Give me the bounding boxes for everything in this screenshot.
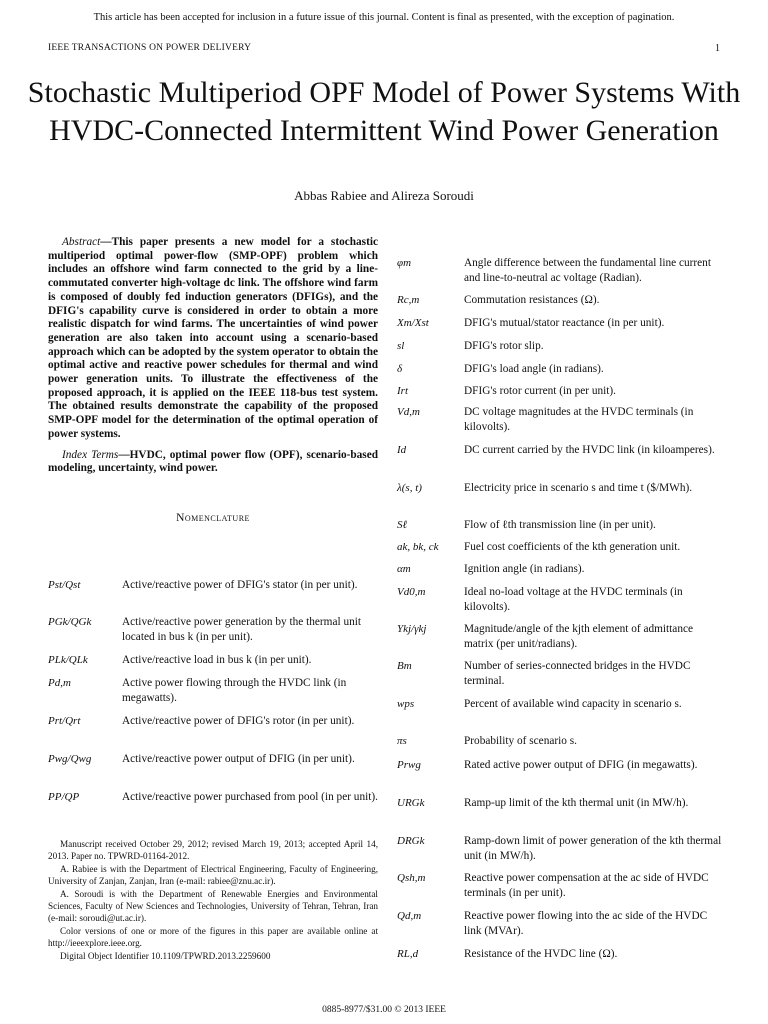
nomenclature-heading: Nomenclature bbox=[176, 512, 250, 524]
nomenclature-definition: Probability of scenario s. bbox=[464, 735, 577, 747]
page-number: 1 bbox=[715, 43, 720, 54]
nomenclature-definition: Active/reactive power generation by the thermal unit located in bus k (in per unit). bbox=[122, 616, 362, 643]
nomenclature-definition: Ideal no-load voltage at the HVDC terminals (in kilovolts). bbox=[464, 586, 683, 613]
nomenclature-symbol: RL,d bbox=[397, 948, 419, 960]
nomenclature-symbol: Vd,m bbox=[397, 406, 420, 418]
nomenclature-symbol: Pwg/Qwg bbox=[48, 753, 92, 765]
nomenclature-definition: Commutation resistances (Ω). bbox=[464, 294, 600, 306]
index-terms bbox=[48, 449, 378, 476]
nomenclature-definition: Active/reactive load in bus k (in per unit). bbox=[122, 654, 312, 666]
nomenclature-definition: Active/reactive power of DFIG's stator (in per unit). bbox=[122, 579, 358, 591]
nomenclature-definition: Reactive power compensation at the ac side of HVDC terminals (in per unit). bbox=[464, 872, 709, 899]
nomenclature-definition: Number of series-connected bridges in the HVDC terminal. bbox=[464, 660, 691, 687]
nomenclature-definition: DFIG's load angle (in radians). bbox=[464, 363, 604, 375]
nomenclature-symbol: Sℓ bbox=[397, 519, 408, 531]
footnote-author-1: A. Rabiee is with the Department of Electrical Engineering, Faculty of Engineering, University of Zanjan, Zanjan, Iran (e-mail: rabiee@znu.ac.ir). bbox=[48, 863, 378, 887]
nomenclature-definition: Rated active power output of DFIG (in megawatts). bbox=[464, 759, 698, 771]
nomenclature-symbol: λ(s, t) bbox=[397, 482, 422, 494]
nomenclature-definition: DFIG's rotor current (in per unit). bbox=[464, 385, 616, 397]
nomenclature-symbol: sl bbox=[397, 340, 405, 352]
nomenclature-definition: Electricity price in scenario s and time t ($/MWh). bbox=[464, 482, 693, 494]
abstract bbox=[48, 236, 378, 442]
nomenclature-definition: Percent of available wind capacity in scenario s. bbox=[464, 698, 682, 710]
nomenclature-symbol: Rc,m bbox=[397, 294, 420, 306]
nomenclature-symbol: πs bbox=[397, 735, 407, 747]
footnote-manuscript: Manuscript received October 29, 2012; revised March 19, 2013; accepted April 14, 2013. Paper no. TPWRD-01164-2012. bbox=[48, 839, 378, 862]
footnote-color-versions: Color versions of one or more of the figures in this paper are available online at http://ieeexplore.ieee.org. bbox=[48, 925, 378, 949]
author-list: Abbas Rabiee and Alireza Soroudi bbox=[294, 188, 474, 203]
nomenclature-symbol: Vd0,m bbox=[397, 586, 426, 598]
left-column bbox=[48, 236, 378, 476]
abstract-label: Abstract bbox=[62, 236, 101, 248]
nomenclature-definition: DFIG's mutual/stator reactance (in per unit). bbox=[464, 317, 665, 329]
nomenclature-symbol: ak, bk, ck bbox=[397, 541, 439, 553]
nomenclature-definition: Reactive power flowing into the ac side of the HVDC link (MVAr). bbox=[464, 910, 708, 937]
paper-title: Stochastic Multiperiod OPF Model of Power Systems With HVDC-Connected Intermittent Wind Power Generation bbox=[27, 76, 741, 147]
copyright-line: 0885-8977/$31.00 © 2013 IEEE bbox=[322, 1005, 446, 1015]
nomenclature-symbol: DRGk bbox=[397, 835, 425, 847]
nomenclature-definition: DC voltage magnitudes at the HVDC terminals (in kilovolts). bbox=[464, 406, 694, 433]
nomenclature-definition: DC current carried by the HVDC link (in kiloamperes). bbox=[464, 444, 715, 456]
nomenclature-symbol: Irt bbox=[397, 385, 408, 397]
nomenclature-symbol: Id bbox=[397, 444, 407, 456]
nomenclature-symbol: Qd,m bbox=[397, 910, 422, 922]
abstract-text: —This paper presents a new model for a stochastic multiperiod optimal power-flow (SMP-OPF) problem which includes an offshore wind farm connected to the grid by a line-commutated converter high-voltage dc link. The offshore wind farm is composed of doubly fed induction generators (DFIGs), and the DFIG's capability curve is considered in order to obtain a more realistic dispatch for wind farms. The uncertainties of wind power generation are also taken into account using a scenario-based approach which can be adopted by the system operator to obtain the optimal active and reactive power schedules for thermal and wind power generation units. To illustrate the effectiveness of the proposed approach, it is applied on the IEEE 118-bus test system. The obtained results demonstrate the capability of the proposed SMP-OPF model for the determination of the optimal operation of power systems. bbox=[48, 236, 378, 440]
nomenclature-symbol: PP/QP bbox=[48, 791, 80, 803]
nomenclature-symbol: URGk bbox=[397, 797, 425, 809]
nomenclature-symbol: δ bbox=[397, 363, 403, 375]
footnote-author-2: A. Soroudi is with the Department of Renewable Energies and Environmental Sciences, Faculty of New Sciences and Technologies, University of Tehran, Tehran, Iran (e-mail: soroudi@ut.ac.ir). bbox=[48, 888, 378, 924]
nomenclature-definition: Fuel cost coefficients of the kth generation unit. bbox=[464, 541, 681, 553]
index-terms-label: Index Terms bbox=[62, 448, 119, 461]
journal-name: IEEE TRANSACTIONS ON POWER DELIVERY bbox=[48, 43, 252, 53]
nomenclature-definition: Flow of ℓth transmission line (in per unit). bbox=[464, 519, 656, 531]
footnotes bbox=[48, 838, 378, 962]
nomenclature-definition: Active power flowing through the HVDC link (in megawatts). bbox=[122, 677, 347, 704]
nomenclature-symbol: Prwg bbox=[397, 759, 421, 771]
nomenclature-symbol: Pst/Qst bbox=[48, 579, 81, 591]
nomenclature-symbol: Qsh,m bbox=[397, 872, 426, 884]
acceptance-notice: This article has been accepted for inclusion in a future issue of this journal. Content is final as presented, with the exception of pagination. bbox=[93, 12, 675, 23]
nomenclature-definition: Ignition angle (in radians). bbox=[464, 563, 585, 575]
nomenclature-symbol: Xm/Xst bbox=[397, 317, 429, 329]
nomenclature-definition: DFIG's rotor slip. bbox=[464, 340, 544, 352]
nomenclature-definition: Angle difference between the fundamental line current and line-to-neutral ac voltage (Radian). bbox=[464, 257, 711, 284]
nomenclature-symbol: φm bbox=[397, 257, 412, 269]
nomenclature-definition: Magnitude/angle of the kjth element of admittance matrix (per unit/radians). bbox=[464, 623, 693, 650]
nomenclature-definition: Active/reactive power output of DFIG (in per unit). bbox=[122, 753, 355, 765]
footnote-doi: Digital Object Identifier 10.1109/TPWRD.2013.2259600 bbox=[60, 950, 271, 961]
nomenclature-symbol: Bm bbox=[397, 660, 412, 672]
nomenclature-symbol: Prt/Qrt bbox=[48, 715, 81, 727]
nomenclature-symbol: wps bbox=[397, 698, 415, 710]
nomenclature-symbol: Pd,m bbox=[48, 677, 71, 689]
nomenclature-symbol: αm bbox=[397, 563, 411, 575]
nomenclature-symbol: Ykj/γkj bbox=[397, 623, 427, 635]
index-terms-text: —HVDC, optimal power flow (OPF), scenario-based modeling, uncertainty, wind power. bbox=[48, 448, 378, 475]
nomenclature-definition: Active/reactive power purchased from pool (in per unit). bbox=[122, 791, 378, 803]
nomenclature-definition: Resistance of the HVDC line (Ω). bbox=[464, 948, 618, 960]
nomenclature-symbol: PGk/QGk bbox=[48, 616, 92, 628]
nomenclature-definition: Active/reactive power of DFIG's rotor (in per unit). bbox=[122, 715, 355, 727]
nomenclature-symbol: PLk/QLk bbox=[48, 654, 88, 666]
nomenclature-definition: Ramp-down limit of power generation of the kth thermal unit (in MW/h). bbox=[464, 835, 722, 862]
nomenclature-definition: Ramp-up limit of the kth thermal unit (in MW/h). bbox=[464, 797, 689, 809]
